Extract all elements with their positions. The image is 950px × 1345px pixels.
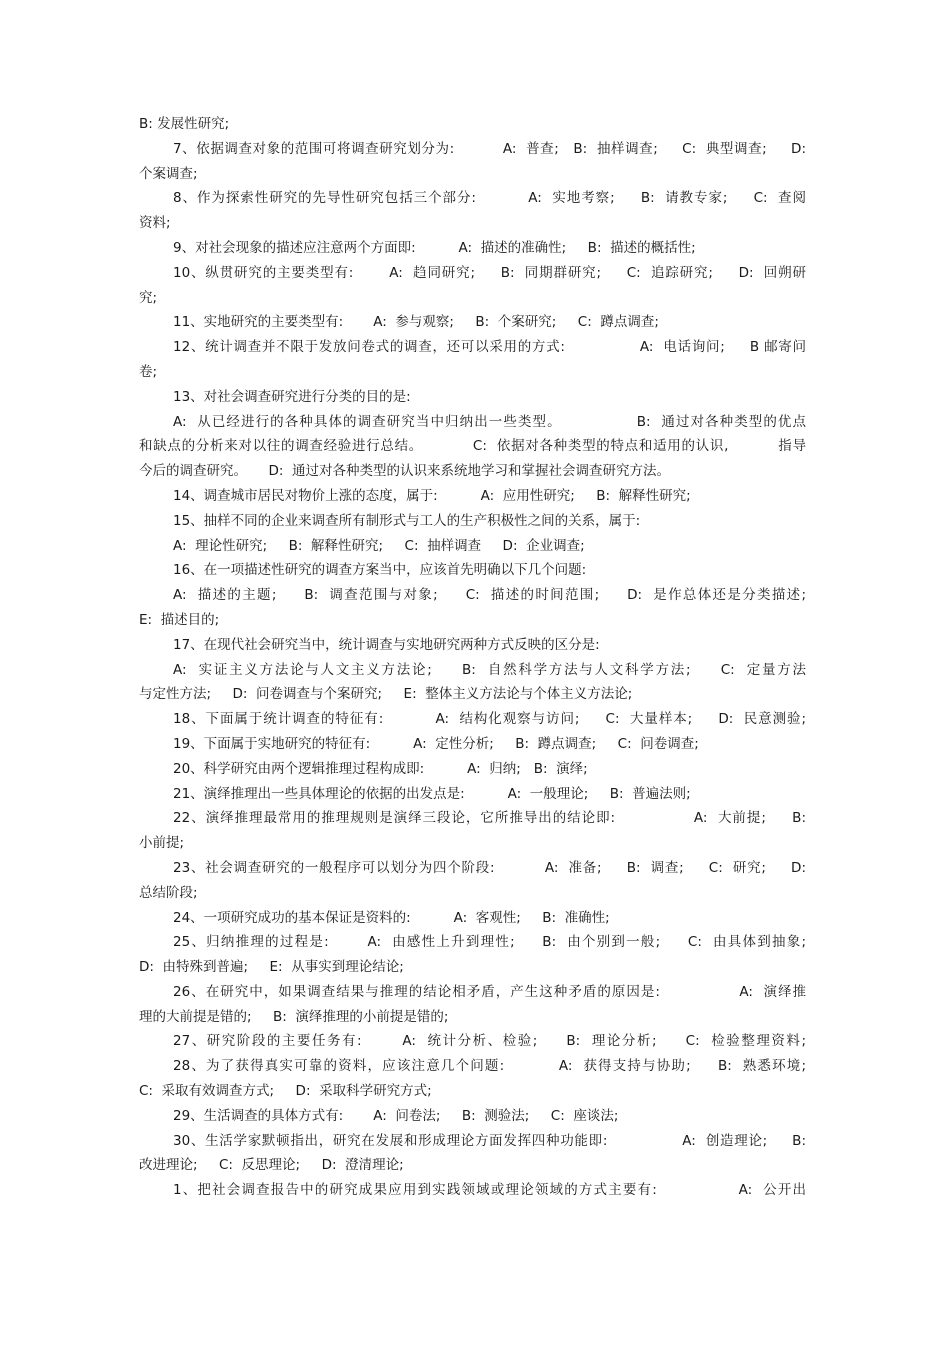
text-line: 17、在现代社会研究当中，统计调查与实地研究两种方式反映的区分是: <box>173 636 600 653</box>
text-line: 10、纵贯研究的主要类型有: A: 趋同研究; B: 同期群研究; C: 追踪研究; D: 回朔研 <box>173 264 806 281</box>
text-line: 15、抽样不同的企业来调查所有制形式与工人的生产积极性之间的关系，属于: <box>173 512 641 529</box>
text-line: 19、下面属于实地研究的特征有: A: 定性分析; B: 蹲点调查; C: 问卷调查; <box>173 735 699 752</box>
document-page <box>139 112 806 1203</box>
text-line: 22、演绎推理最常用的推理规则是演绎三段论，它所推导出的结论即: A: 大前提; B: <box>173 810 806 827</box>
text-line: 今后的调查研究。 D: 通过对各种类型的认识来系统地学习和掌握社会调查研究方法。 <box>139 463 670 480</box>
text-line: 与定性方法; D: 问卷调查与个案研究; E: 整体主义方法论与个体主义方法论; <box>139 686 633 703</box>
text-line: 1、把社会调查报告中的研究成果应用到实践领域或理论领域的方式主要有: A: 公开出 <box>173 1182 806 1199</box>
text-line: 16、在一项描述性研究的调查方案当中，应该首先明确以下几个问题: <box>173 562 587 579</box>
text-line: 30、生活学家默顿指出，研究在发展和形成理论方面发挥四种功能即: A: 创造理论; B: <box>173 1132 806 1149</box>
text-line: A: 从已经进行的各种具体的调查研究当中归纳出一些类型。 B: 通过对各种类型的优点 <box>173 413 806 430</box>
text-line: C: 采取有效调查方式; D: 采取科学研究方式; <box>139 1083 432 1100</box>
text-line: 和缺点的分析来对以往的调查经验进行总结。 C: 依据对各种类型的特点和适用的认识, 指导 <box>139 438 806 455</box>
text-line: E: 描述目的; <box>139 611 220 628</box>
text-line: 24、一项研究成功的基本保证是资料的: A: 客观性; B: 准确性; <box>173 909 610 926</box>
text-line: 12、统计调查并不限于发放问卷式的调查，还可以采用的方式: A: 电话询问; B 邮寄问 <box>173 339 806 356</box>
text-line: B: 发展性研究; <box>139 116 230 132</box>
text-line: 25、归纳推理的过程是: A: 由感性上升到理性; B: 由个别到一般; C: 由具体到抽象; <box>173 934 806 951</box>
text-line: 总结阶段; <box>139 884 198 901</box>
text-line: 14、调查城市居民对物价上涨的态度，属于: A: 应用性研究; B: 解释性研究; <box>173 487 691 504</box>
text-line: 26、在研究中，如果调查结果与推理的结论相矛盾，产生这种矛盾的原因是: A: 演绎推 <box>173 983 806 1000</box>
text-line: D: 由特殊到普遍; E: 从事实到理论结论; <box>139 959 404 976</box>
text-line: A: 实证主义方法论与人文主义方法论; B: 自然科学方法与人文科学方法; C: 定量方法 <box>173 661 806 678</box>
text-line: 28、为了获得真实可靠的资料，应该注意几个问题: A: 获得支持与协助; B: 熟悉环境; <box>173 1058 806 1075</box>
text-line: 18、下面属于统计调查的特征有: A: 结构化观察与访问; C: 大量样本; D: 民意测验; <box>173 711 806 728</box>
text-line: A: 描述的主题; B: 调查范围与对象; C: 描述的时间范围; D: 是作总体还是分类描述; <box>173 587 806 604</box>
text-line: 理的大前提是错的; B: 演绎推理的小前提是错的; <box>139 1008 449 1025</box>
text-line: 11、实地研究的主要类型有: A: 参与观察; B: 个案研究; C: 蹲点调查; <box>173 314 659 331</box>
text-line: 改进理论; C: 反思理论; D: 澄清理论; <box>139 1157 404 1174</box>
text-line: 卷; <box>139 363 158 380</box>
text-line: 资料; <box>139 215 171 232</box>
text-line: 20、科学研究由两个逻辑推理过程构成即: A: 归纳; B: 演绎; <box>173 760 588 777</box>
text-line: 23、社会调查研究的一般程序可以划分为四个阶段: A: 准备; B: 调查; C: 研究; D: <box>173 859 806 876</box>
text-line: 究; <box>139 289 158 306</box>
text-line: 9、对社会现象的描述应注意两个方面即: A: 描述的准确性; B: 描述的概括性; <box>173 239 696 256</box>
text-line: 7、依据调查对象的范围可将调查研究划分为: A: 普查; B: 抽样调查; C: 典型调查; D: <box>173 140 806 157</box>
text-line: 29、生活调查的具体方式有: A: 问卷法; B: 测验法; C: 座谈法; <box>173 1107 619 1124</box>
text-line: A: 理论性研究; B: 解释性研究; C: 抽样调查 D: 企业调查; <box>173 537 585 554</box>
text-line: 个案调查; <box>139 165 198 182</box>
text-line: 21、演绎推理出一些具体理论的依据的出发点是: A: 一般理论; B: 普遍法则; <box>173 785 691 802</box>
text-line: 13、对社会调查研究进行分类的目的是: <box>173 388 411 405</box>
text-line: 8、作为探索性研究的先导性研究包括三个部分: A: 实地考察; B: 请教专家; C: 查阅 <box>173 190 806 207</box>
text-line: 27、研究阶段的主要任务有: A: 统计分析、检验; B: 理论分析; C: 检验整理资料; <box>173 1033 806 1050</box>
text-line: 小前提; <box>139 835 185 852</box>
